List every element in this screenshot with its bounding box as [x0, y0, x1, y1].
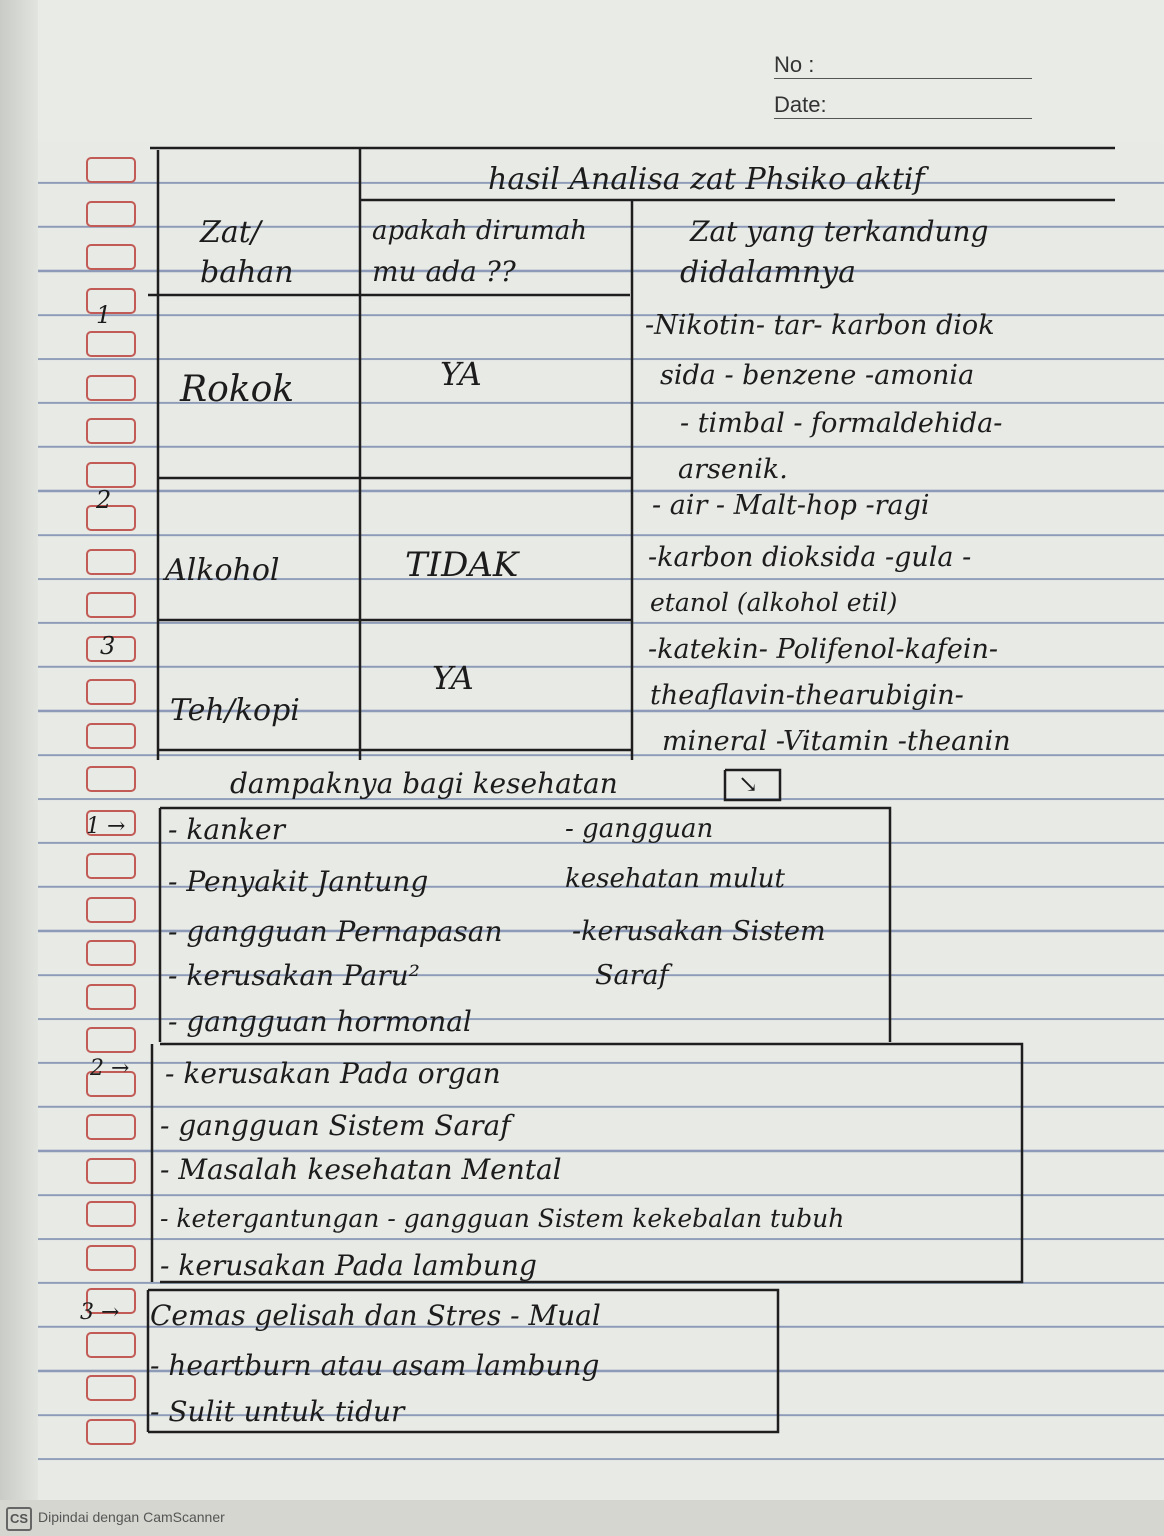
group1-left-3: - gangguan Pernapasan: [168, 915, 503, 948]
group1-left-2: - Penyakit Jantung: [168, 865, 429, 898]
col3-header-line1: Zat yang terkandung: [690, 215, 989, 248]
no-label: No :: [774, 52, 815, 77]
table-title: hasil Analisa zat Phsiko aktif: [488, 162, 925, 197]
row2-item: Alkohol: [165, 553, 280, 588]
group2-item-1: - kerusakan Pada organ: [165, 1057, 501, 1090]
row3-item: Teh/kopi: [170, 693, 300, 728]
row1-content-line4: arsenik.: [678, 454, 788, 485]
row1-content-line3: - timbal - formaldehida-: [680, 408, 1003, 439]
scanner-footer: [0, 1500, 1164, 1536]
group1-right-2: kesehatan mulut: [565, 864, 785, 894]
row3-content-line3: mineral -Vitamin -theanin: [662, 726, 1011, 757]
row2-content-line2: -karbon dioksida -gula -: [648, 542, 972, 573]
impact-heading: dampaknya bagi kesehatan: [230, 767, 618, 800]
group2-item-4: - ketergantungan - gangguan Sistem kekebalan tubuh: [160, 1204, 845, 1233]
camscanner-caption: Dipindai dengan CamScanner: [38, 1509, 225, 1525]
group2-item-3: - Masalah kesehatan Mental: [160, 1153, 562, 1186]
row3-answer: YA: [432, 659, 474, 697]
group1-right-3: -kerusakan Sistem: [572, 916, 826, 947]
row3-number: 3: [100, 632, 116, 660]
group1-right-1: - gangguan: [565, 814, 714, 844]
heading-arrow-icon: ↘: [738, 770, 759, 798]
group1-left-1: - kanker: [168, 813, 285, 846]
group3-item-3: - Sulit untuk tidur: [150, 1395, 405, 1428]
group3-item-2: - heartburn atau asam lambung: [150, 1349, 600, 1382]
row1-content-line1: -Nikotin- tar- karbon diok: [645, 310, 995, 341]
date-label: Date:: [774, 92, 827, 117]
row3-content-line1: -katekin- Polifenol-kafein-: [648, 634, 999, 665]
row2-number: 2: [96, 486, 112, 514]
col2-header-line2: mu ada ??: [372, 255, 516, 288]
group1-right-4: Saraf: [595, 960, 669, 991]
row2-answer: TIDAK: [405, 545, 519, 585]
group1-left-4: - kerusakan Paru²: [168, 959, 420, 992]
row1-content-line2: sida - benzene -amonia: [660, 360, 975, 391]
group2-item-2: - gangguan Sistem Saraf: [160, 1109, 511, 1142]
col1-header-line1: Zat/: [200, 215, 261, 250]
row1-answer: YA: [440, 355, 482, 393]
group2-number: 2 →: [90, 1056, 130, 1081]
group1-left-5: - gangguan hormonal: [168, 1005, 472, 1038]
row2-content-line3: etanol (alkohol etil): [650, 588, 898, 617]
row1-item: Rokok: [180, 369, 295, 410]
group3-number: 3 →: [80, 1300, 120, 1325]
camscanner-logo: CS: [6, 1507, 32, 1531]
group3-item-1: Cemas gelisah dan Stres - Mual: [150, 1299, 601, 1332]
row1-number: 1: [96, 301, 112, 329]
row3-content-line2: theaflavin-thearubigin-: [650, 680, 964, 711]
row2-content-line1: - air - Malt-hop -ragi: [652, 490, 930, 521]
col2-header-line1: apakah dirumah: [372, 216, 587, 246]
col1-header-line2: bahan: [200, 255, 294, 290]
group2-item-5: - kerusakan Pada lambung: [160, 1249, 537, 1282]
group1-number: 1 →: [86, 814, 126, 839]
col3-header-line2: didalamnya: [680, 255, 856, 290]
